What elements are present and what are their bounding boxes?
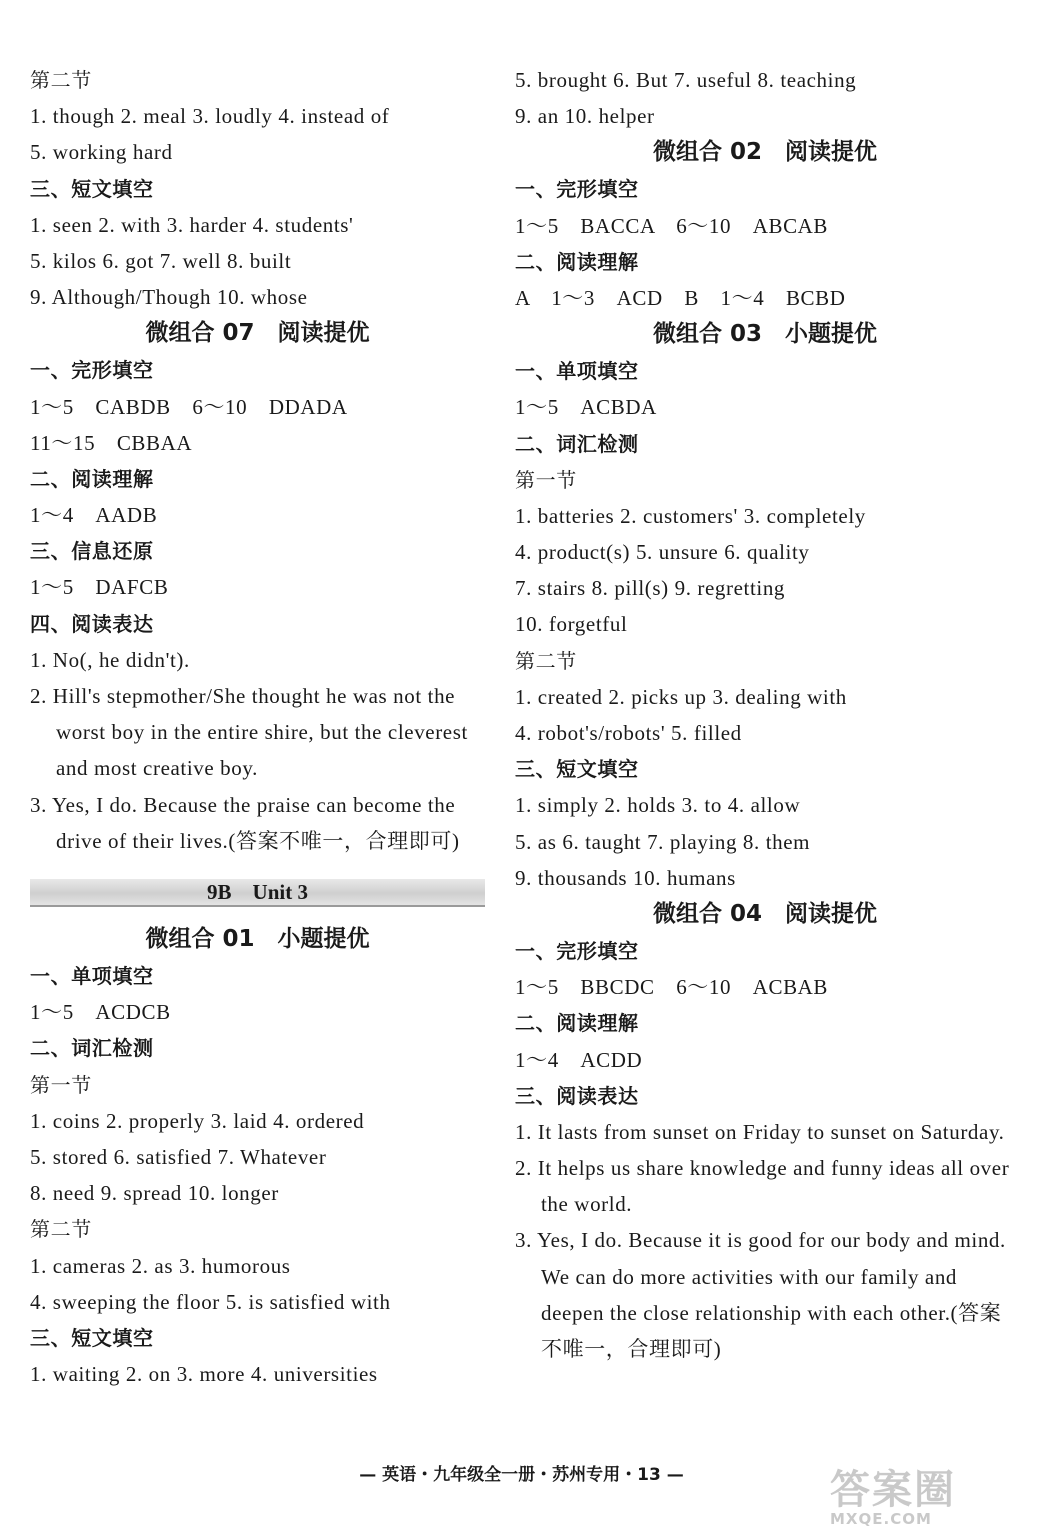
answer-line: 4. sweeping the floor 5. is satisfied with [30,1289,391,1314]
answer-line: 1. batteries 2. customers' 3. completely [515,503,866,528]
answer-line: 9. thousands 10. humans [515,865,736,890]
answer-line: 1～5 DAFCB [30,575,169,600]
answer-line: 1. seen 2. with 3. harder 4. students' [30,212,354,237]
answer-line: 1～5 BACCA 6～10 ABCAB [515,213,829,238]
section-label: 第一节 [30,1072,92,1097]
answer-line: 1. created 2. picks up 3. dealing with [515,684,847,709]
answer-line: 1～5 BBCDC 6～10 ACBAB [515,975,829,1000]
section-heading: 三、信息还原 [30,539,154,564]
section-heading: 三、短文填空 [30,1325,154,1350]
section-heading: 二、阅读理解 [515,249,639,274]
answer-line: 5. working hard [30,140,173,165]
watermark-text: 答案圈 [830,1467,956,1513]
answer-line: 9. Although/Though 10. whose [30,285,308,310]
answer-line: 1. cameras 2. as 3. humorous [30,1253,291,1278]
group-title: 微组合 07 阅读提优 [145,320,370,347]
answer-line: 5. kilos 6. got 7. well 8. built [30,248,292,273]
watermark-url: MXQE.COM [830,1510,932,1528]
answer-paragraph: 2. Hill's stepmother/She thought he was not the worst boy in the entire shire, but the cleverest and most creative boy. [30,684,468,781]
section-heading: 三、短文填空 [515,757,639,782]
answer-line: 1. waiting 2. on 3. more 4. universities [30,1362,378,1387]
answer-line: 5. brought 6. But 7. useful 8. teaching [515,68,857,92]
answer-line: 1～5 ACBDA [515,395,657,420]
answer-line: 1. No(, he didn't). [30,647,190,672]
answer-line: 1～5 CABDB 6～10 DDADA [30,394,348,419]
group-title: 微组合 01 小题提优 [145,926,370,953]
answer-line: 4. robot's/robots' 5. filled [515,721,742,745]
answer-line: 1～4 AADB [30,503,158,528]
answer-line: 11～15 CBBAA [30,430,193,455]
answer-paragraph: 3. Yes, I do. Because the praise can become the drive of their lives.(答案不唯一，合理即可) [30,792,460,853]
answer-line: 7. stairs 8. pill(s) 9. regretting [515,576,786,601]
section-heading: 一、完形填空 [515,177,639,202]
section-label: 第二节 [30,1217,92,1242]
section-heading: 一、单项填空 [30,964,154,989]
answer-line: 8. need 9. spread 10. longer [30,1181,279,1206]
section-heading: 三、阅读表达 [515,1083,639,1108]
answer-line: 5. stored 6. satisfied 7. Whatever [30,1144,327,1169]
section-heading: 二、词汇检测 [515,431,639,456]
left-column [30,62,485,1392]
answer-line: 1. though 2. meal 3. loudly 4. instead of [30,104,390,129]
answer-line: 9. an 10. helper [515,104,655,129]
section-heading: 四、阅读表达 [30,611,154,636]
answer-line: 1～5 ACDCB [30,1000,171,1025]
answer-line: 5. as 6. taught 7. playing 8. them [515,829,811,854]
section-label: 第二节 [515,648,577,673]
answer-line: 1. coins 2. properly 3. laid 4. ordered [30,1108,365,1133]
answer-line: 1～4 ACDD [515,1047,643,1072]
answer-line: 10. forgetful [515,612,628,637]
section-label: 第一节 [515,467,577,492]
group-title: 微组合 04 阅读提优 [652,900,877,927]
answer-line: 1. simply 2. holds 3. to 4. allow [515,793,801,818]
watermark-logo [830,1467,1030,1530]
section-heading: 二、词汇检测 [30,1036,154,1061]
answer-line: A 1～3 ACD B 1～4 BCBD [515,285,846,310]
answer-paragraph: 1. It lasts from sunset on Friday to sunset on Saturday. [515,1119,1005,1144]
right-column [515,62,1015,1367]
answer-line: 4. product(s) 5. unsure 6. quality [515,540,810,565]
section-heading: 一、完形填空 [30,358,154,383]
section-heading: 一、完形填空 [515,938,639,963]
answer-paragraph: 2. It helps us share knowledge and funny ideas all over the world. [515,1156,1010,1217]
answer-paragraph: 3. Yes, I do. Because it is good for our body and mind. We can do more activities with our family and deepen the close relationship with each other.(答案不唯一，合理即可) [515,1228,1006,1362]
group-title: 微组合 03 小题提优 [652,321,877,348]
group-title: 微组合 02 阅读提优 [652,139,877,166]
unit-banner: 9B Unit 3 [30,879,485,907]
section-heading: 三、短文填空 [30,176,154,201]
section-heading: 二、阅读理解 [30,466,154,491]
page-footer: — 英语・九年级全一册・苏州专用・13 — [359,1465,684,1485]
section-label: 第二节 [30,68,92,92]
section-heading: 二、阅读理解 [515,1011,639,1036]
section-heading: 一、单项填空 [515,359,639,384]
